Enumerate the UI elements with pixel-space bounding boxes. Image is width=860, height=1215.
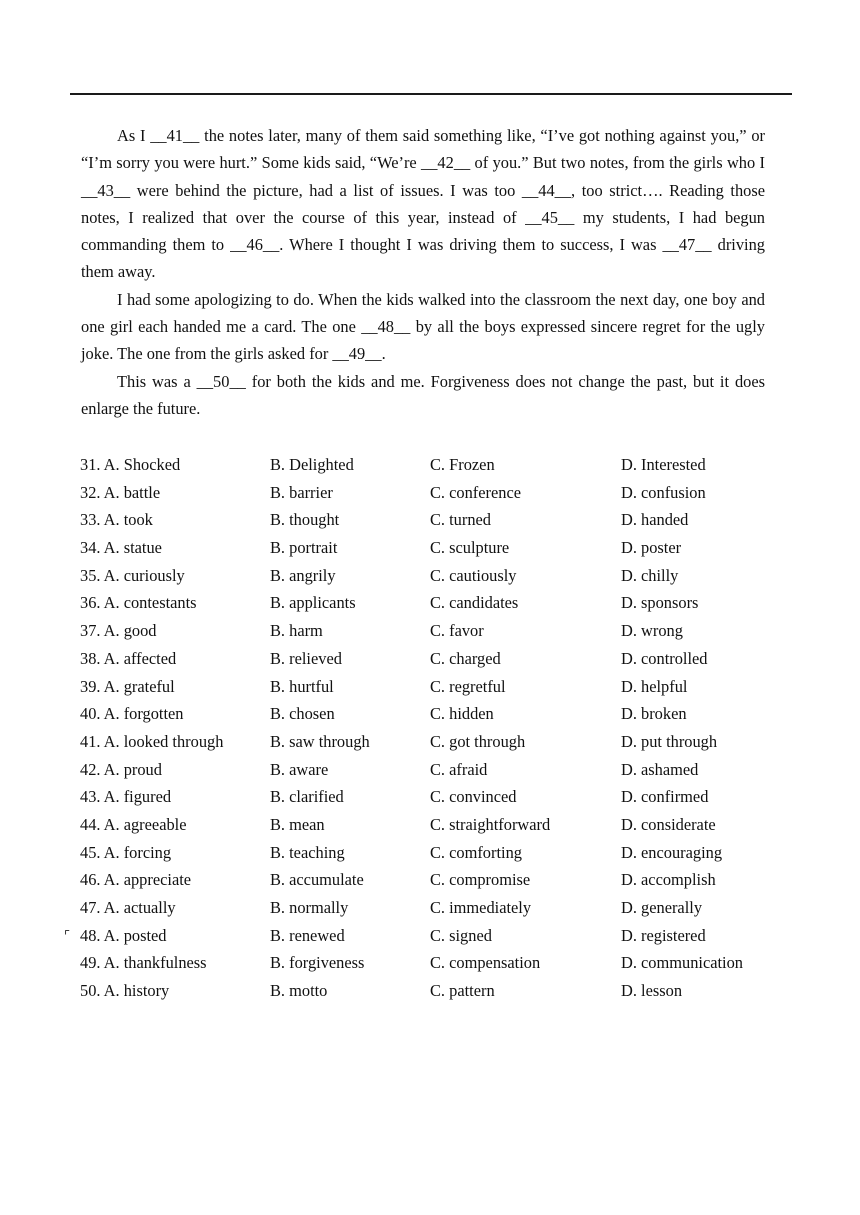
option-c: C. compensation bbox=[430, 953, 541, 973]
option-b: B. accumulate bbox=[270, 870, 364, 890]
question-row bbox=[80, 589, 780, 617]
option-b: B. harm bbox=[270, 621, 323, 641]
option-c: C. candidates bbox=[430, 593, 519, 613]
option-a: 46. A. appreciate bbox=[80, 870, 192, 890]
option-c: C. comforting bbox=[430, 842, 522, 862]
option-d: D. handed bbox=[621, 510, 689, 530]
option-a: 40. A. forgotten bbox=[80, 704, 184, 724]
question-row bbox=[80, 839, 780, 867]
option-b: B. clarified bbox=[270, 787, 344, 807]
option-d: D. confirmed bbox=[621, 787, 709, 807]
option-d: D. broken bbox=[621, 704, 687, 724]
option-a: 33. A. took bbox=[80, 510, 153, 530]
option-c: C. sculpture bbox=[430, 538, 510, 558]
question-row bbox=[80, 534, 780, 562]
option-a: 37. A. good bbox=[80, 621, 157, 641]
option-d: D. poster bbox=[621, 538, 682, 558]
option-d: D. communication bbox=[621, 953, 743, 973]
option-b: B. Delighted bbox=[270, 455, 354, 474]
passage-paragraph: As I __41__ the notes later, many of them said something like, “I’ve got nothing against you,” or “I’m sorry you were hurt.” Some kids said, “We’re __42__ of you.” But two notes, from the girls who I __43__ were behind the picture, had a list of issues. I was too __44__, too strict…. Reading those notes, I realized that over the course of this year, instead of __45__ my students, I had begun commanding them to __46__. Where I thought I was driving them to success, I was __47__ driving them away. bbox=[81, 126, 765, 282]
option-c: C. immediately bbox=[430, 898, 532, 917]
passage-paragraph: I had some apologizing to do. When the kids walked into the classroom the next day, one boy and one girl each handed me a card. The one __48__ by all the boys expressed sincere regret for the ugly joke. The one from the girls asked for __49__. bbox=[81, 289, 765, 364]
option-b: B. chosen bbox=[270, 704, 335, 724]
option-c: C. signed bbox=[430, 925, 492, 945]
option-a: 36. A. contestants bbox=[80, 593, 197, 613]
option-c: C. conference bbox=[430, 482, 522, 502]
question-row bbox=[80, 645, 780, 673]
option-a: 42. A. proud bbox=[80, 759, 162, 779]
option-d: D. put through bbox=[621, 731, 718, 751]
option-b: B. forgiveness bbox=[270, 953, 365, 973]
option-d: D. helpful bbox=[621, 676, 688, 696]
option-d: D. ashamed bbox=[621, 759, 699, 779]
option-c: C. favor bbox=[430, 621, 484, 641]
option-a: 35. A. curiously bbox=[80, 565, 185, 585]
answer-options-list bbox=[64, 451, 780, 1005]
option-a: 34. A. statue bbox=[80, 538, 162, 558]
pen-mark: ⌜ bbox=[64, 927, 71, 943]
option-b: B. saw through bbox=[270, 731, 370, 751]
option-b: B. thought bbox=[270, 510, 340, 530]
option-b: B. barrier bbox=[270, 482, 333, 502]
question-row bbox=[80, 562, 780, 590]
question-row bbox=[80, 977, 780, 1005]
option-c: C. pattern bbox=[430, 981, 495, 1001]
question-row bbox=[80, 728, 780, 756]
option-b: B. mean bbox=[270, 814, 325, 834]
option-d: D. chilly bbox=[621, 565, 679, 585]
option-a: 49. A. thankfulness bbox=[80, 953, 207, 973]
option-b: B. motto bbox=[270, 981, 328, 1001]
question-row bbox=[80, 756, 780, 784]
option-c: C. regretful bbox=[430, 676, 506, 696]
option-b: B. portrait bbox=[270, 538, 338, 558]
option-c: C. Frozen bbox=[430, 455, 495, 474]
passage-paragraph: This was a __50__ for both the kids and me. Forgiveness does not change the past, but it does enlarge the future. bbox=[81, 371, 765, 418]
option-b: B. relieved bbox=[270, 648, 342, 668]
question-row bbox=[80, 617, 780, 645]
option-c: C. hidden bbox=[430, 704, 494, 724]
question-row bbox=[80, 866, 780, 894]
option-d: D. lesson bbox=[621, 981, 683, 1001]
option-c: C. got through bbox=[430, 731, 526, 751]
option-a: 39. A. grateful bbox=[80, 676, 175, 696]
option-d: D. Interested bbox=[621, 455, 706, 474]
option-a: 43. A. figured bbox=[80, 787, 172, 807]
question-row bbox=[80, 783, 780, 811]
option-a: 47. A. actually bbox=[80, 898, 176, 917]
option-a: 31. A. Shocked bbox=[80, 455, 181, 474]
option-b: B. applicants bbox=[270, 593, 356, 613]
question-row bbox=[80, 673, 780, 701]
question-row bbox=[80, 949, 780, 977]
question-row bbox=[80, 506, 780, 534]
option-a: 38. A. affected bbox=[80, 648, 177, 668]
option-d: D. registered bbox=[621, 925, 706, 945]
option-b: B. aware bbox=[270, 759, 329, 779]
option-b: B. renewed bbox=[270, 925, 345, 945]
option-a: 32. A. battle bbox=[80, 482, 161, 502]
option-d: D. generally bbox=[621, 898, 703, 917]
option-c: C. straightforward bbox=[430, 814, 551, 834]
header-rule bbox=[70, 93, 792, 95]
option-c: C. charged bbox=[430, 648, 501, 668]
option-c: C. compromise bbox=[430, 870, 531, 890]
option-d: D. controlled bbox=[621, 648, 708, 668]
option-d: D. confusion bbox=[621, 482, 706, 502]
question-row bbox=[80, 451, 780, 479]
option-c: C. turned bbox=[430, 510, 492, 530]
question-row bbox=[64, 922, 780, 950]
option-a: 41. A. looked through bbox=[80, 731, 224, 751]
option-c: C. cautiously bbox=[430, 565, 517, 585]
option-a: 45. A. forcing bbox=[80, 842, 172, 862]
question-row bbox=[80, 894, 780, 922]
option-d: D. accomplish bbox=[621, 870, 716, 890]
option-d: D. considerate bbox=[621, 814, 716, 834]
option-a: 50. A. history bbox=[80, 981, 170, 1001]
reading-passage bbox=[81, 122, 765, 422]
option-b: B. normally bbox=[270, 898, 349, 917]
option-b: B. teaching bbox=[270, 842, 345, 862]
question-row bbox=[80, 811, 780, 839]
option-d: D. wrong bbox=[621, 621, 683, 641]
question-row bbox=[80, 700, 780, 728]
option-d: D. sponsors bbox=[621, 593, 699, 613]
option-d: D. encouraging bbox=[621, 842, 723, 862]
question-row bbox=[80, 479, 780, 507]
option-a: 48. A. posted bbox=[80, 925, 167, 945]
option-c: C. afraid bbox=[430, 759, 488, 779]
option-c: C. convinced bbox=[430, 787, 517, 807]
option-b: B. angrily bbox=[270, 565, 336, 585]
option-b: B. hurtful bbox=[270, 676, 334, 696]
option-a: 44. A. agreeable bbox=[80, 814, 187, 834]
